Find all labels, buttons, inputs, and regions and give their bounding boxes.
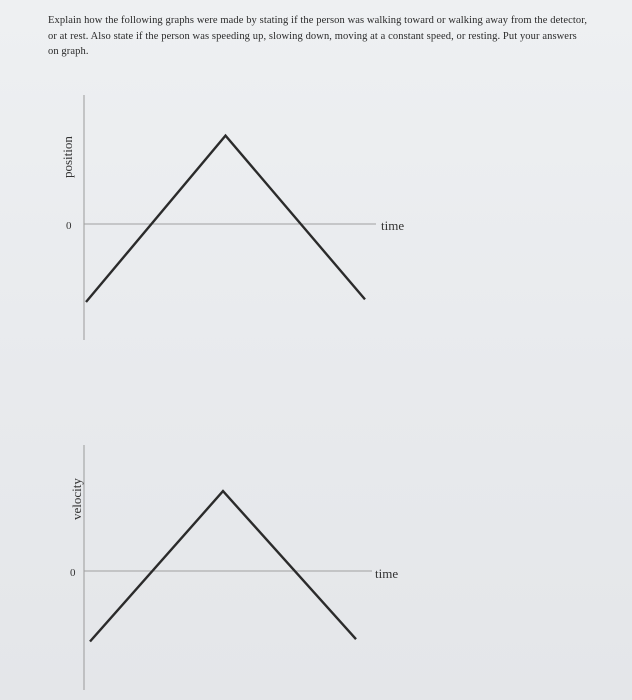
instructions-text: Explain how the following graphs were made by stating if the person was walking toward or walking away from the detector, or at rest. Also state if the person was speeding up, slowing down, moving at a constant speed, or resting. Put your answers on graph. bbox=[48, 15, 588, 57]
velocity-y-label: velocity bbox=[69, 478, 84, 520]
velocity-curve bbox=[90, 491, 356, 641]
position-x-label: time bbox=[381, 218, 405, 233]
velocity-x-label: time bbox=[375, 566, 399, 581]
position-y-label: position bbox=[60, 136, 75, 178]
position-zero-label: 0 bbox=[66, 220, 72, 232]
velocity-zero-label: 0 bbox=[70, 567, 76, 579]
